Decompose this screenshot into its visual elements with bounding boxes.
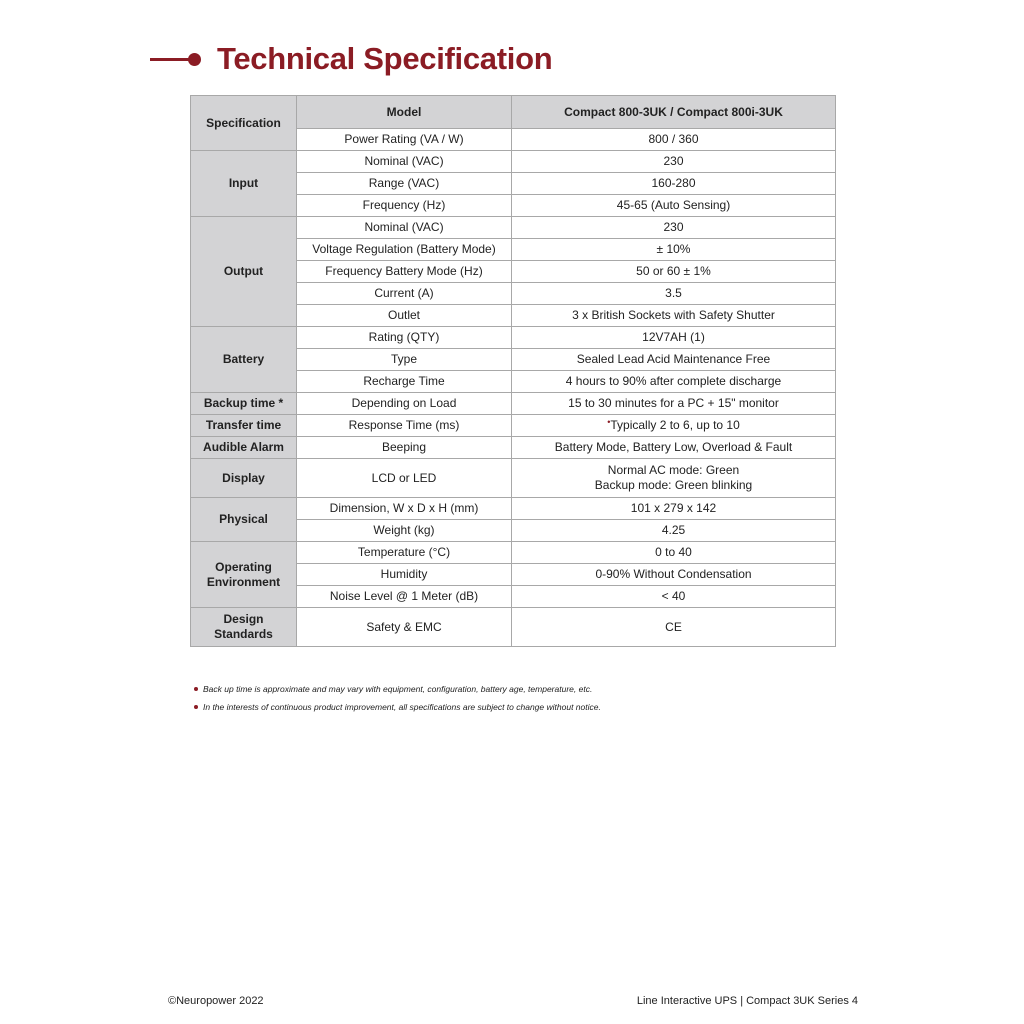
- footer-page-info: Line Interactive UPS | Compact 3UK Series 4: [636, 995, 858, 1007]
- group-label: Specification: [191, 96, 297, 151]
- param-cell: LCD or LED: [297, 459, 512, 498]
- value-cell: [512, 283, 836, 305]
- value-text: 3.5: [665, 286, 682, 300]
- group-label: Physical: [191, 498, 297, 542]
- table-row: [191, 542, 836, 564]
- param-cell: Range (VAC): [297, 173, 512, 195]
- value-cell: [512, 261, 836, 283]
- value-text: < 40: [661, 589, 686, 603]
- param-cell: Rating (QTY): [297, 327, 512, 349]
- group-label: Design Standards: [191, 608, 297, 647]
- footnotes: [194, 680, 601, 716]
- table-row: [191, 151, 836, 173]
- param-cell: Depending on Load: [297, 393, 512, 415]
- column-header-model: Model: [297, 96, 512, 129]
- footnote-marker: •: [607, 417, 611, 427]
- param-cell: Humidity: [297, 564, 512, 586]
- group-label: Input: [191, 151, 297, 217]
- title-dot-icon: [188, 53, 201, 66]
- value-cell: [512, 608, 836, 647]
- group-label: Output: [191, 217, 297, 327]
- value-text: 12V7AH (1): [642, 330, 705, 344]
- table-row: [191, 459, 836, 498]
- table-row: [191, 437, 836, 459]
- footnote: [194, 698, 601, 716]
- param-cell: Safety & EMC: [297, 608, 512, 647]
- value-cell: [512, 371, 836, 393]
- value-cell: [512, 173, 836, 195]
- column-header-value: Compact 800-3UK / Compact 800i-3UK: [512, 96, 836, 129]
- group-label: Audible Alarm: [191, 437, 297, 459]
- param-cell: Current (A): [297, 283, 512, 305]
- value-text: Sealed Lead Acid Maintenance Free: [576, 352, 771, 366]
- value-text: 15 to 30 minutes for a PC + 15" monitor: [568, 396, 779, 410]
- value-text: 50 or 60 ± 1%: [636, 264, 711, 278]
- param-cell: Beeping: [297, 437, 512, 459]
- value-text: 230: [663, 220, 684, 234]
- group-label: Backup time *: [191, 393, 297, 415]
- value-cell: [512, 393, 836, 415]
- value-cell: [512, 459, 836, 498]
- footnote: [194, 680, 601, 698]
- table-header-row: [191, 96, 836, 129]
- page-title: Technical Specification: [217, 41, 553, 76]
- param-cell: Frequency Battery Mode (Hz): [297, 261, 512, 283]
- param-cell: Temperature (°C): [297, 542, 512, 564]
- group-label: Display: [191, 459, 297, 498]
- value-text: 4.25: [661, 523, 686, 537]
- spec-table: [190, 95, 836, 647]
- param-cell: Power Rating (VA / W): [297, 129, 512, 151]
- value-cell: [512, 564, 836, 586]
- value-text: Battery Mode, Battery Low, Overload & Fault: [554, 440, 793, 454]
- param-cell: Dimension, W x D x H (mm): [297, 498, 512, 520]
- value-text: Typically 2 to 6, up to 10: [610, 418, 740, 432]
- value-cell: [512, 542, 836, 564]
- footnote-text: In the interests of continuous product improvement, all specifications are subject to change without notice.: [203, 702, 601, 712]
- table-row: [191, 393, 836, 415]
- param-cell: Nominal (VAC): [297, 217, 512, 239]
- table-row: [191, 327, 836, 349]
- value-text: 3 x British Sockets with Safety Shutter: [572, 308, 775, 322]
- param-cell: Outlet: [297, 305, 512, 327]
- value-text: 800 / 360: [648, 132, 699, 146]
- group-label: Transfer time: [191, 415, 297, 437]
- value-cell: [512, 498, 836, 520]
- table-row: [191, 498, 836, 520]
- param-cell: Recharge Time: [297, 371, 512, 393]
- value-text: 4 hours to 90% after complete discharge: [565, 374, 782, 388]
- value-cell: [512, 129, 836, 151]
- param-cell: Type: [297, 349, 512, 371]
- value-cell: [512, 415, 836, 437]
- value-text: Normal AC mode: Green: [607, 463, 740, 477]
- param-cell: Voltage Regulation (Battery Mode): [297, 239, 512, 261]
- footnote-text: Back up time is approximate and may vary with equipment, configuration, battery age, temperature, etc.: [203, 684, 593, 694]
- value-text: 0 to 40: [655, 545, 692, 559]
- value-cell: [512, 349, 836, 371]
- value-text: ± 10%: [656, 242, 691, 256]
- value-text: 230: [663, 154, 684, 168]
- value-cell: [512, 195, 836, 217]
- value-cell: [512, 520, 836, 542]
- footer-copyright: ©Neuropower 2022: [168, 995, 264, 1007]
- value-cell: [512, 586, 836, 608]
- value-text: 0-90% Without Condensation: [595, 567, 752, 581]
- group-label: Operating Environment: [191, 542, 297, 608]
- title-line-icon: [150, 58, 192, 61]
- table-row: [191, 217, 836, 239]
- value-cell: [512, 327, 836, 349]
- value-cell: [512, 305, 836, 327]
- value-cell: [512, 151, 836, 173]
- value-cell: [512, 217, 836, 239]
- param-cell: Frequency (Hz): [297, 195, 512, 217]
- value-text: Backup mode: Green blinking: [594, 478, 753, 492]
- param-cell: Noise Level @ 1 Meter (dB): [297, 586, 512, 608]
- param-cell: Nominal (VAC): [297, 151, 512, 173]
- bullet-icon: [194, 687, 198, 691]
- value-text: CE: [665, 619, 682, 634]
- table-row: [191, 608, 836, 647]
- value-text: 160-280: [651, 176, 696, 190]
- value-cell: [512, 239, 836, 261]
- value-cell: [512, 437, 836, 459]
- param-cell: Response Time (ms): [297, 415, 512, 437]
- table-row: [191, 415, 836, 437]
- value-text: 45-65 (Auto Sensing): [616, 198, 731, 212]
- param-cell: Weight (kg): [297, 520, 512, 542]
- value-text: 101 x 279 x 142: [630, 501, 717, 515]
- group-label: Battery: [191, 327, 297, 393]
- bullet-icon: [194, 705, 198, 709]
- title-block: [150, 38, 552, 80]
